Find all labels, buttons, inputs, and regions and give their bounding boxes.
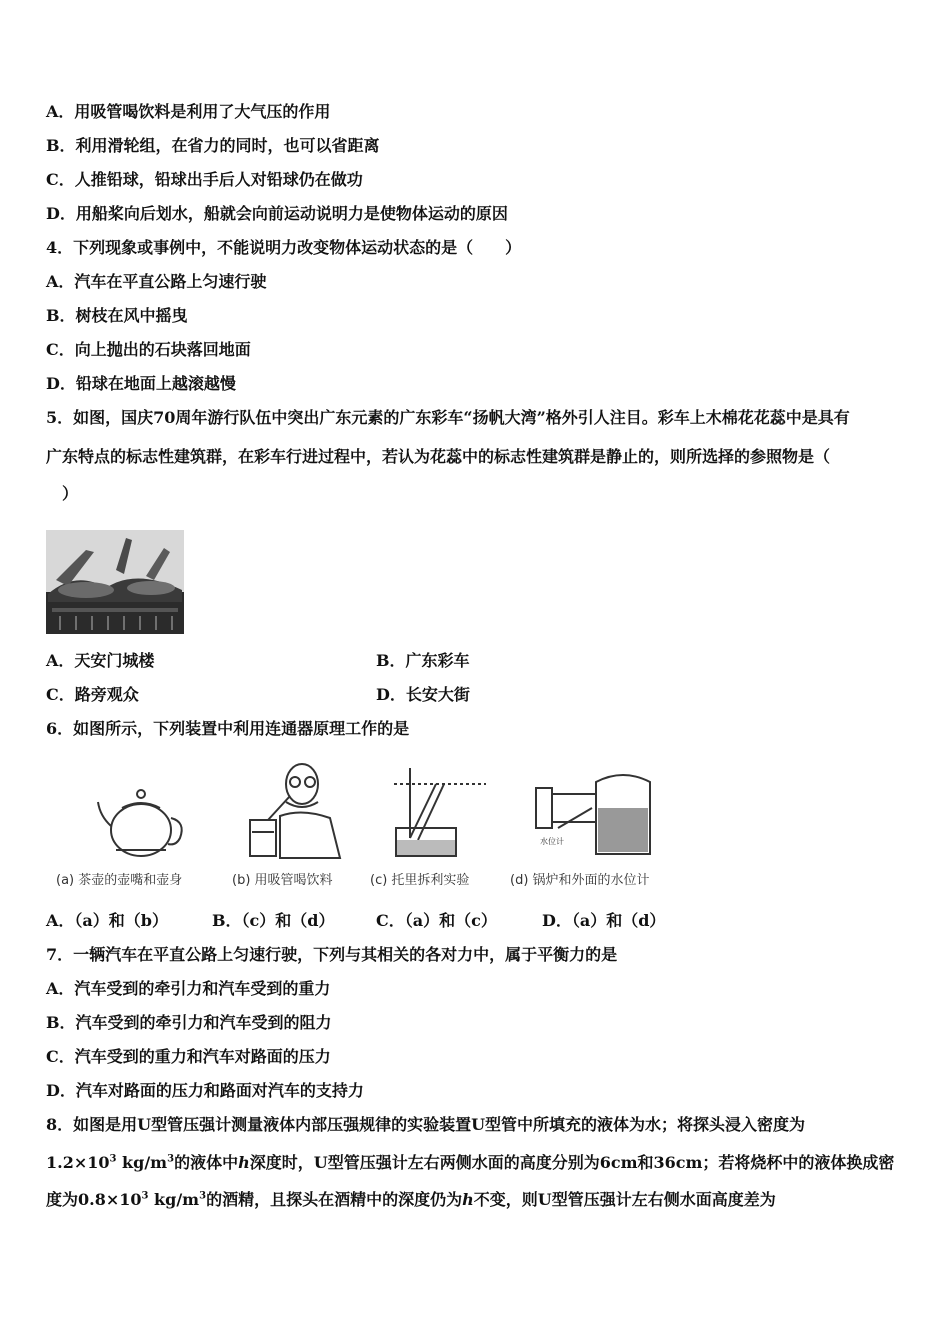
q6-option-c: C．（a）和（c） <box>376 911 497 930</box>
q8-stem-line1: 8．如图是用U型管压强计测量液体内部压强规律的实验装置U型管中所填充的液体为水；将探头浸入密度为 <box>46 1115 806 1134</box>
q3-option-b: B．利用滑轮组，在省力的同时，也可以省距离 <box>46 136 380 155</box>
torricelli-figure <box>390 768 490 860</box>
q5-option-c: C．路旁观众 <box>46 685 139 704</box>
q6-stem: 6．如图所示，下列装置中利用连通器原理工作的是 <box>46 719 410 738</box>
q7-option-a: A．汽车受到的牵引力和汽车受到的重力 <box>46 979 331 998</box>
q8-density1: 1.2×10 <box>46 1153 110 1172</box>
q7-option-b: B．汽车受到的牵引力和汽车受到的阻力 <box>46 1013 332 1032</box>
q7-option-d: D．汽车对路面的压力和路面对汽车的支持力 <box>46 1081 364 1100</box>
q5-option-d: D．长安大街 <box>376 685 470 704</box>
q3-option-c: C．人推铅球，铅球出手后人对铅球仍在做功 <box>46 170 363 189</box>
q5-option-b: B．广东彩车 <box>376 651 470 670</box>
q5-option-a: A．天安门城楼 <box>46 651 155 670</box>
level-gauge-label: 水位计 <box>540 837 564 846</box>
q5-float-photo <box>46 530 184 634</box>
q7-option-c: C．汽车受到的重力和汽车对路面的压力 <box>46 1047 331 1066</box>
q8-stem-line2: $1.2\times 10^3$ $kg/m^3$的液体中h深度时，U型管压强计左右两侧水面的高度分别为6cm和36cm；若将烧杯中的液体换成密 <box>46 1153 895 1172</box>
q8-depth-h: h <box>238 1153 250 1172</box>
caption-b: (b) 用吸管喝饮料 <box>232 873 333 888</box>
q6-option-b: B．（c）和（d） <box>212 911 335 930</box>
caption-d: (d) 锅炉和外面的水位计 <box>510 873 650 888</box>
q3-option-a: A．用吸管喝饮料是利用了大气压的作用 <box>46 102 331 121</box>
q8-depth-h2: h <box>462 1190 474 1209</box>
q4-option-b: B．树枝在风中摇曳 <box>46 306 188 325</box>
q8-density2: 度为0.8×10 <box>46 1190 142 1209</box>
caption-c: (c) 托里拆利实验 <box>370 873 470 888</box>
q4-option-c: C．向上抛出的石块落回地面 <box>46 340 251 359</box>
q8-stem-line3: 度为$0.8\times 10^3$ $kg/m^3$的酒精，且探头在酒精中的深度仍为h不变，则U型管压强计左右侧水面高度差为 <box>46 1190 776 1209</box>
q3-option-d: D．用船桨向后划水，船就会向前运动说明力是使物体运动的原因 <box>46 204 508 223</box>
q4-option-a: A．汽车在平直公路上匀速行驶 <box>46 272 267 291</box>
boiler-level-gauge-figure <box>528 768 658 860</box>
caption-a: (a) 茶壶的壶嘴和壶身 <box>56 873 183 888</box>
q4-stem: 4．下列现象或事例中，不能说明力改变物体运动状态的是（ ） <box>46 238 522 257</box>
q5-stem-line3: ） <box>62 484 79 503</box>
q6-option-d: D．（a）和（d） <box>542 911 666 930</box>
q6-option-a: A．（a）和（b） <box>46 911 168 930</box>
q5-stem-line1: 5．如图，国庆70周年游行队伍中突出广东元素的广东彩车“扬帆大湾”格外引人注目。彩车上木棉花花蕊中是具有 <box>46 408 850 427</box>
teapot-figure <box>96 778 186 860</box>
q7-stem: 7．一辆汽车在平直公路上匀速行驶，下列与其相关的各对力中，属于平衡力的是 <box>46 945 618 964</box>
straw-drinking-figure <box>240 760 350 860</box>
q4-option-d: D．铅球在地面上越滚越慢 <box>46 374 236 393</box>
q5-stem-line2: 广东特点的标志性建筑群，在彩车行进过程中，若认为花蕊中的标志性建筑群是静止的，则所选择的参照物是（ <box>46 447 831 466</box>
